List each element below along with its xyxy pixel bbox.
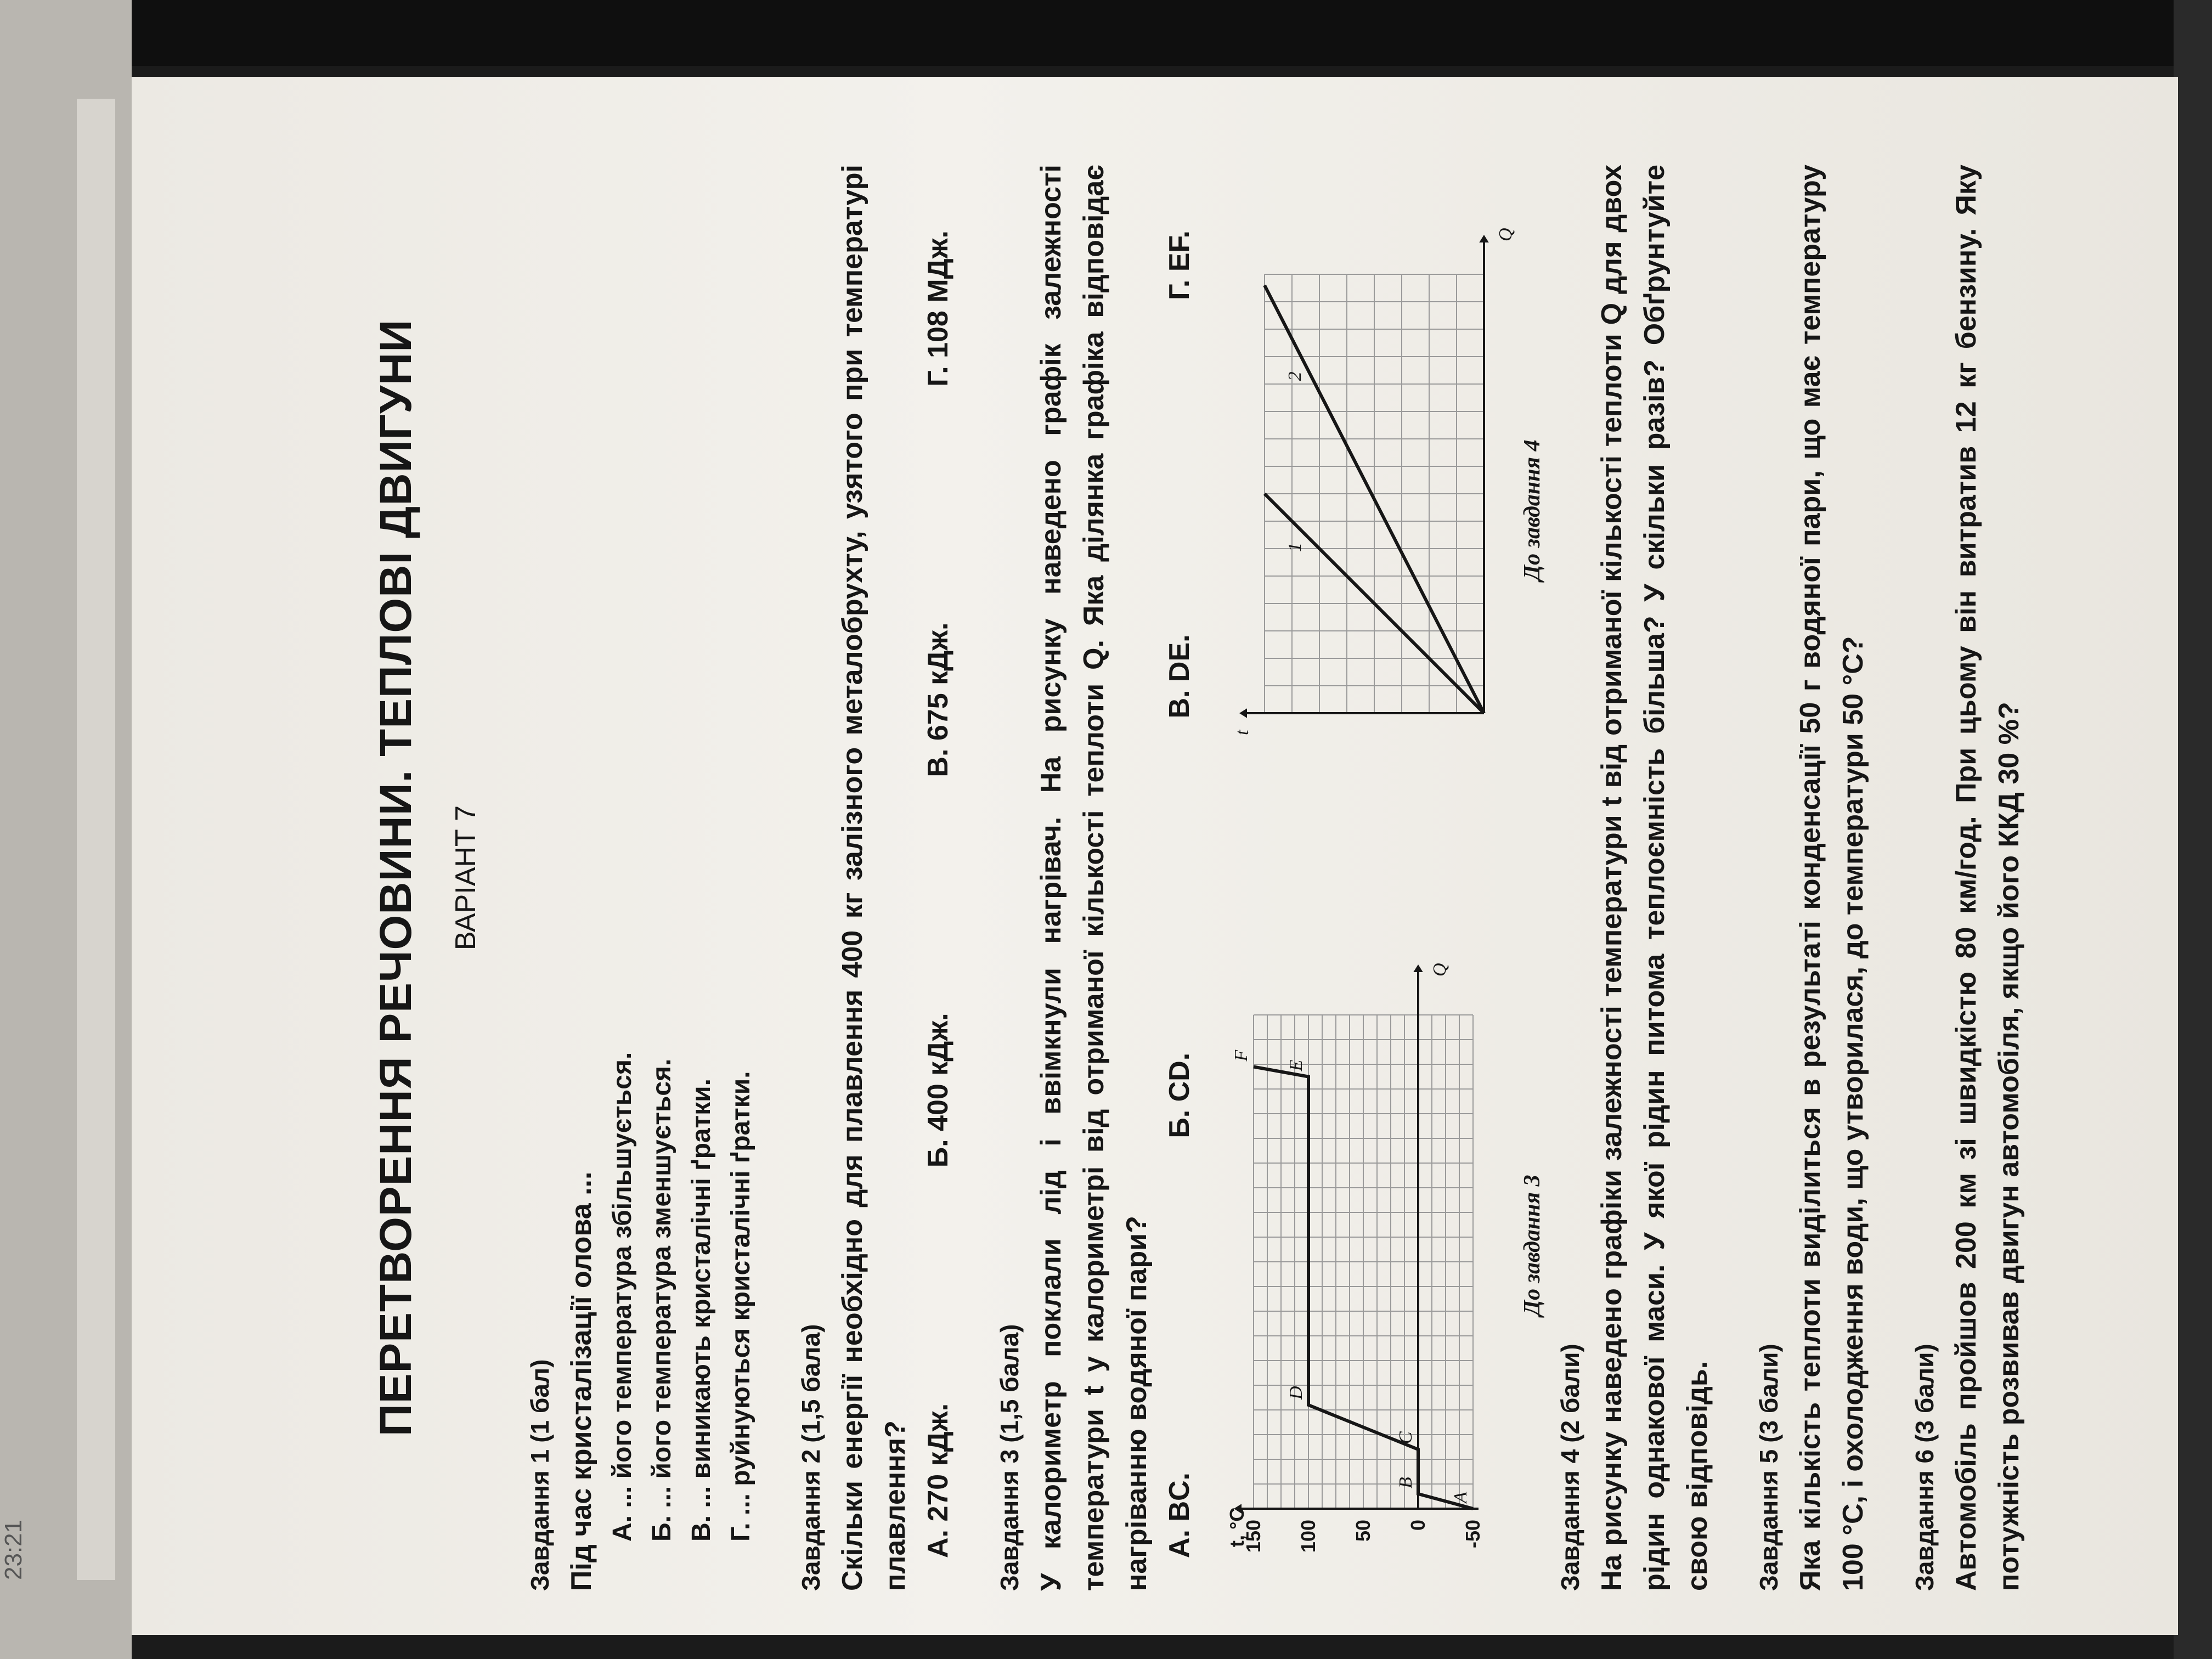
task-3-title: Завдання 3 <box>995 1449 1024 1591</box>
task-2 <box>792 165 960 1591</box>
figure-task-3 <box>1226 900 1545 1591</box>
task-1-option-b: Б. ... його температура зменшується. <box>647 1058 676 1542</box>
x-axis-label: Q <box>1496 228 1516 241</box>
status-clock: 23:21 <box>0 1519 27 1580</box>
task-1-title: Завдання 1 <box>526 1449 554 1591</box>
task-6 <box>1905 165 2030 1591</box>
task-1-text: Під час кристалізації олова ... <box>566 1171 597 1591</box>
task-1-options <box>603 165 761 1542</box>
task-2-points: (1,5 бала) <box>797 1324 825 1443</box>
task-3-points: (1,5 бала) <box>995 1324 1024 1443</box>
task-1-points: (1 бал) <box>526 1359 554 1443</box>
y-tick-label: 0 <box>1407 1520 1429 1531</box>
task-1-option-a: А. ... його температура збільшується. <box>608 1052 637 1542</box>
y-tick-label: 50 <box>1352 1520 1374 1542</box>
task-4-header <box>1551 165 1590 1591</box>
variant-heading: ВАРІАНТ 7 <box>450 805 482 951</box>
point-label-e: E <box>1286 1059 1306 1071</box>
chart-task-3 <box>1226 900 1517 1591</box>
y-axis-arrow <box>1239 708 1247 718</box>
point-label-c: C <box>1396 1431 1416 1444</box>
task-3-text: У калориметр поклали лід і ввімкнули нагрівач. На рисунку наведено графік залежності температури t у калориметрі від отриманої кількості теплоти Q. Яка ділянка графіка відповідає нагріванню водяної пари? <box>1035 165 1153 1591</box>
task-3-option-b: Б. CD. <box>1164 1052 1195 1138</box>
task-4-text: На рисунку наведено графіки залежності температури t від отриманої кількості теплоти Q для двох рідин однакової маси. У якої рідин питома теплоємність більша? У скільки разів? Обґрунтуйте свою відповідь. <box>1596 165 1713 1591</box>
task-3-option-d: Г. EF. <box>1164 230 1195 301</box>
task-3 <box>990 165 1201 1591</box>
y-tick-label: -50 <box>1462 1520 1484 1549</box>
task-2-option-b: Б. 400 кДж. <box>922 1013 954 1168</box>
task-6-points: (3 бали) <box>1910 1344 1939 1443</box>
y-axis-label: t <box>1232 730 1252 735</box>
task-2-options <box>917 165 960 1591</box>
x-axis-arrow <box>1479 235 1489 242</box>
point-label-b: B <box>1396 1477 1416 1488</box>
point-label-d: D <box>1286 1386 1306 1400</box>
figure-task-4 <box>1232 165 1545 856</box>
x-axis-label: Q <box>1430 963 1450 977</box>
y-tick-label: 100 <box>1297 1520 1319 1553</box>
task-2-option-a: А. 270 кДж. <box>922 1403 954 1558</box>
task-2-title: Завдання 2 <box>797 1449 825 1591</box>
task-5-text: Яка кількість теплоти виділиться в результаті конденсації 50 г водяної пари, що має температуру 100 °С, і охолодження води, що утворилася, до температури 50 °С? <box>1795 165 1869 1591</box>
task-3-header <box>990 165 1030 1591</box>
figure-task-3-caption: До завдання 3 <box>1520 1175 1545 1316</box>
paper-sheet <box>132 77 2178 1635</box>
series-label-1: 1 <box>1285 543 1305 552</box>
task-1 <box>521 165 761 1591</box>
worksheet-page <box>288 143 2175 1624</box>
task-2-header <box>792 165 831 1591</box>
task-4-title: Завдання 4 <box>1556 1449 1584 1591</box>
task-3-option-c: В. DE. <box>1164 634 1195 719</box>
y-tick-label: 150 <box>1242 1520 1265 1553</box>
task-3-option-a: А. BC. <box>1164 1472 1195 1558</box>
figure-task-4-caption: До завдання 4 <box>1520 439 1545 581</box>
task-6-title: Завдання 6 <box>1910 1449 1939 1591</box>
photo-frame-top <box>0 0 2212 66</box>
screen-edge <box>77 99 115 1580</box>
task-2-option-d: Г. 108 МДж. <box>922 230 954 387</box>
task-1-option-c: В. ... виникають кристалічні ґратки. <box>687 1078 716 1542</box>
task-5 <box>1750 165 1875 1591</box>
photo-frame-right <box>2174 0 2212 1659</box>
y-axis-label: t, °C <box>1226 1507 1248 1547</box>
task-6-text: Автомобіль пройшов 200 км зі швидкістю 80 км/год. При цьому він витратив 12 кг бензину. Яку потужність розвивав двигун автомобіля, якщо його ККД 30 %? <box>1950 165 2025 1591</box>
x-axis-arrow <box>1413 964 1423 972</box>
point-label-f: F <box>1231 1049 1251 1062</box>
task-6-header <box>1905 165 1945 1591</box>
task-1-option-d: Г. ... руйнуються кристалічні ґратки. <box>726 1071 755 1542</box>
task-2-text: Скільки енергії необхідно для плавлення 400 кг залізного металобрухту, узятого при температурі плавлення? <box>837 165 911 1591</box>
page-title: ПЕРЕТВОРЕННЯ РЕЧОВИНИ. ТЕПЛОВІ ДВИГУНИ <box>371 319 421 1437</box>
task-5-points: (3 бали) <box>1754 1344 1783 1443</box>
task-2-option-c: В. 675 кДж. <box>922 622 954 777</box>
task-1-header <box>521 165 560 1591</box>
chart-task-4 <box>1232 165 1517 856</box>
task-4 <box>1551 165 1719 1591</box>
task-3-options <box>1158 165 1201 1591</box>
point-label-a: A <box>1451 1492 1471 1503</box>
task-4-points: (2 бали) <box>1556 1344 1584 1443</box>
series-label-2: 2 <box>1285 371 1305 381</box>
figures-row <box>1226 165 1545 1591</box>
task-5-header <box>1750 165 1789 1591</box>
task-5-title: Завдання 5 <box>1754 1449 1783 1591</box>
